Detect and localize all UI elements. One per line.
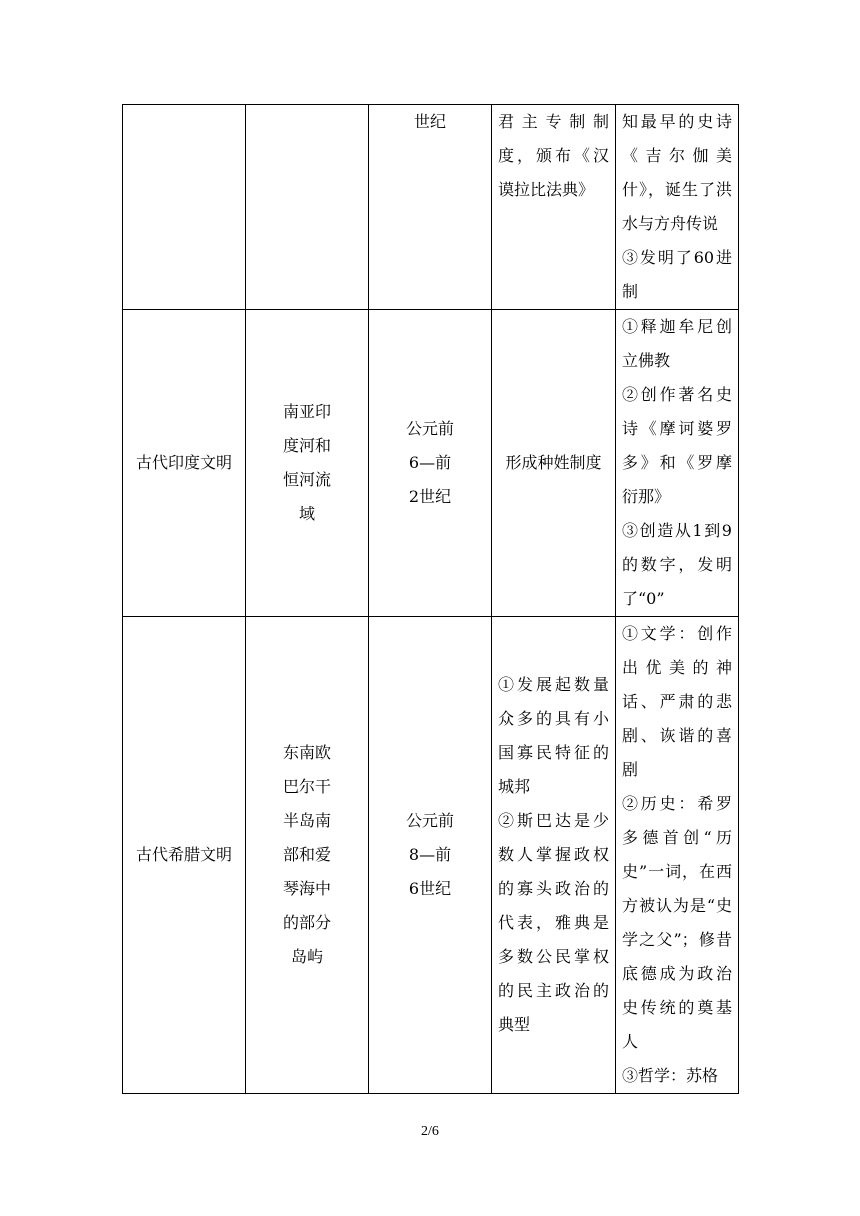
- culture-item: ③创造从1到9的数字，发明了“0”: [622, 521, 732, 608]
- region-line: 琴海中: [282, 879, 331, 898]
- region-line: 南亚印: [282, 402, 331, 421]
- region-line: 度河和: [282, 436, 331, 455]
- culture-cell: [616, 105, 739, 310]
- civilization-cell: 古代希腊文明: [123, 617, 246, 1094]
- period-line: 6—前: [408, 453, 452, 472]
- region-cell: [246, 105, 369, 310]
- table-row: [123, 617, 739, 1094]
- region-line: 半岛南: [282, 811, 331, 830]
- period-line: 公元前: [405, 811, 454, 830]
- period-line: 8—前: [408, 845, 452, 864]
- civilization-cell: 古代印度文明: [123, 310, 246, 617]
- culture-cell: [616, 617, 739, 1094]
- period-line: 世纪: [413, 112, 446, 131]
- region-cell: [246, 310, 369, 617]
- culture-item: ②创作著名史诗《摩诃婆罗多》和《罗摩衍那》: [622, 385, 732, 506]
- period-cell: [369, 105, 492, 310]
- civilization-table: [122, 104, 739, 1094]
- culture-item: ①文学：创作出优美的神话、严肃的悲剧、诙谐的喜剧: [622, 624, 732, 779]
- region-line: 东南欧: [282, 743, 331, 762]
- region-line: 恒河流: [282, 470, 331, 489]
- region-line: 的部分: [282, 913, 331, 932]
- period-cell: [369, 617, 492, 1094]
- culture-item: ③发明了60进制: [622, 248, 732, 301]
- politics-cell: [492, 617, 616, 1094]
- region-line: 巴尔干: [282, 777, 331, 796]
- civilization-cell: [123, 105, 246, 310]
- period-line: 6世纪: [408, 879, 452, 898]
- politics-cell: 君主专制制度，颁布《汉谟拉比法典》: [492, 105, 616, 310]
- region-line: 岛屿: [290, 947, 323, 966]
- culture-item: 知最早的史诗《吉尔伽美什》，诞生了洪水与方舟传说: [622, 112, 732, 233]
- politics-item: ②斯巴达是少数人掌握政权的寡头政治的代表，雅典是多数公民掌权的民主政治的典型: [498, 811, 609, 1034]
- culture-item: ②历史：希罗多德首创“历史”一词，在西方被认为是“史学之父”；修昔底德成为政治史传统的奠基人: [622, 794, 732, 1051]
- region-line: 域: [298, 504, 315, 523]
- period-line: 2世纪: [408, 487, 452, 506]
- region-cell: [246, 617, 369, 1094]
- politics-item: ①发展起数量众多的具有小国寡民特征的城邦: [498, 675, 609, 796]
- region-line: 部和爱: [282, 845, 331, 864]
- culture-cell: [616, 310, 739, 617]
- period-line: 公元前: [405, 419, 454, 438]
- culture-item: ③哲学：苏格: [622, 1066, 719, 1085]
- politics-cell: 形成种姓制度: [492, 310, 616, 617]
- period-cell: [369, 310, 492, 617]
- table-row: [123, 310, 739, 617]
- page-number: 2/6: [421, 1124, 439, 1139]
- culture-item: ①释迦牟尼创立佛教: [622, 317, 732, 370]
- table-row: [123, 105, 739, 310]
